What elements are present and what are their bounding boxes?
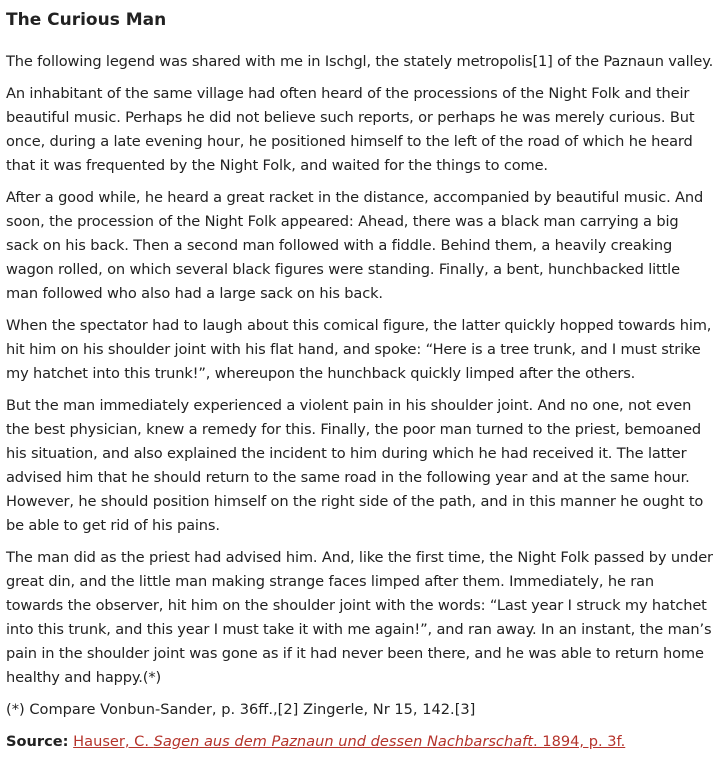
article-title: The Curious Man <box>6 10 167 30</box>
source-link-prefix: Hauser, C. <box>73 733 154 750</box>
paragraph-3: After a good while, he heard a great racket in the distance, accompanied by beautiful music. And soon, the procession of the Night Folk appeared: Ahead, there was a black man carrying a big sack on his back. Then a second man followed with a fiddle. Behind them, a heavily creaking wagon rolled, on which several black figures were standing. Finally, a bent, hunchbacked little man followed who also had a large sack on his back. <box>6 189 704 302</box>
source-link-suffix: . 1894, p. 3f. <box>533 733 626 750</box>
source-label: Source: <box>6 733 69 750</box>
source-link-title: Sagen aus dem Paznaun und dessen Nachbarschaft <box>153 733 533 750</box>
source-citation <box>6 730 715 754</box>
paragraph-6: The man did as the priest had advised him. And, like the first time, the Night Folk passed by under great din, and the little man making strange faces limped after them. Immediately, he ran towards the observer, hit him on the shoulder joint with the words: “Last year I struck my hatchet into this trunk, and this year I must take it with me again!”, and ran away. In an instant, the man’s pain in the shoulder joint was gone as if it had never been there, and he was able to return home healthy and happy.(*) <box>6 549 713 686</box>
paragraph-5: But the man immediately experienced a violent pain in his shoulder joint. And no one, not even the best physician, knew a remedy for this. Finally, the poor man turned to the priest, bemoaned his situation, and also explained the incident to him during which he had received it. The latter advised him that he should return to the same road in the following year and at the same hour. However, he should position himself on the right side of the path, and in this manner he ought to be able to get rid of his pains. <box>6 397 704 534</box>
paragraph-1: The following legend was shared with me in Ischgl, the stately metropolis[1] of the Paznaun valley. <box>6 53 714 70</box>
source-link[interactable] <box>73 733 625 750</box>
footnote: (*) Compare Vonbun-Sander, p. 36ff.,[2] Zingerle, Nr 15, 142.[3] <box>6 701 476 718</box>
paragraph-4: When the spectator had to laugh about this comical figure, the latter quickly hopped towards him, hit him on his shoulder joint with his flat hand, and spoke: “Here is a tree trunk, and I must strike my hatchet into this trunk!”, whereupon the hunchback quickly limped after the others. <box>6 317 712 382</box>
paragraph-2: An inhabitant of the same village had often heard of the processions of the Night Folk and their beautiful music. Perhaps he did not believe such reports, or perhaps he was merely curious. But once, during a late evening hour, he positioned himself to the left of the road of which he heard that it was frequented by the Night Folk, and waited for the things to come. <box>6 85 695 174</box>
